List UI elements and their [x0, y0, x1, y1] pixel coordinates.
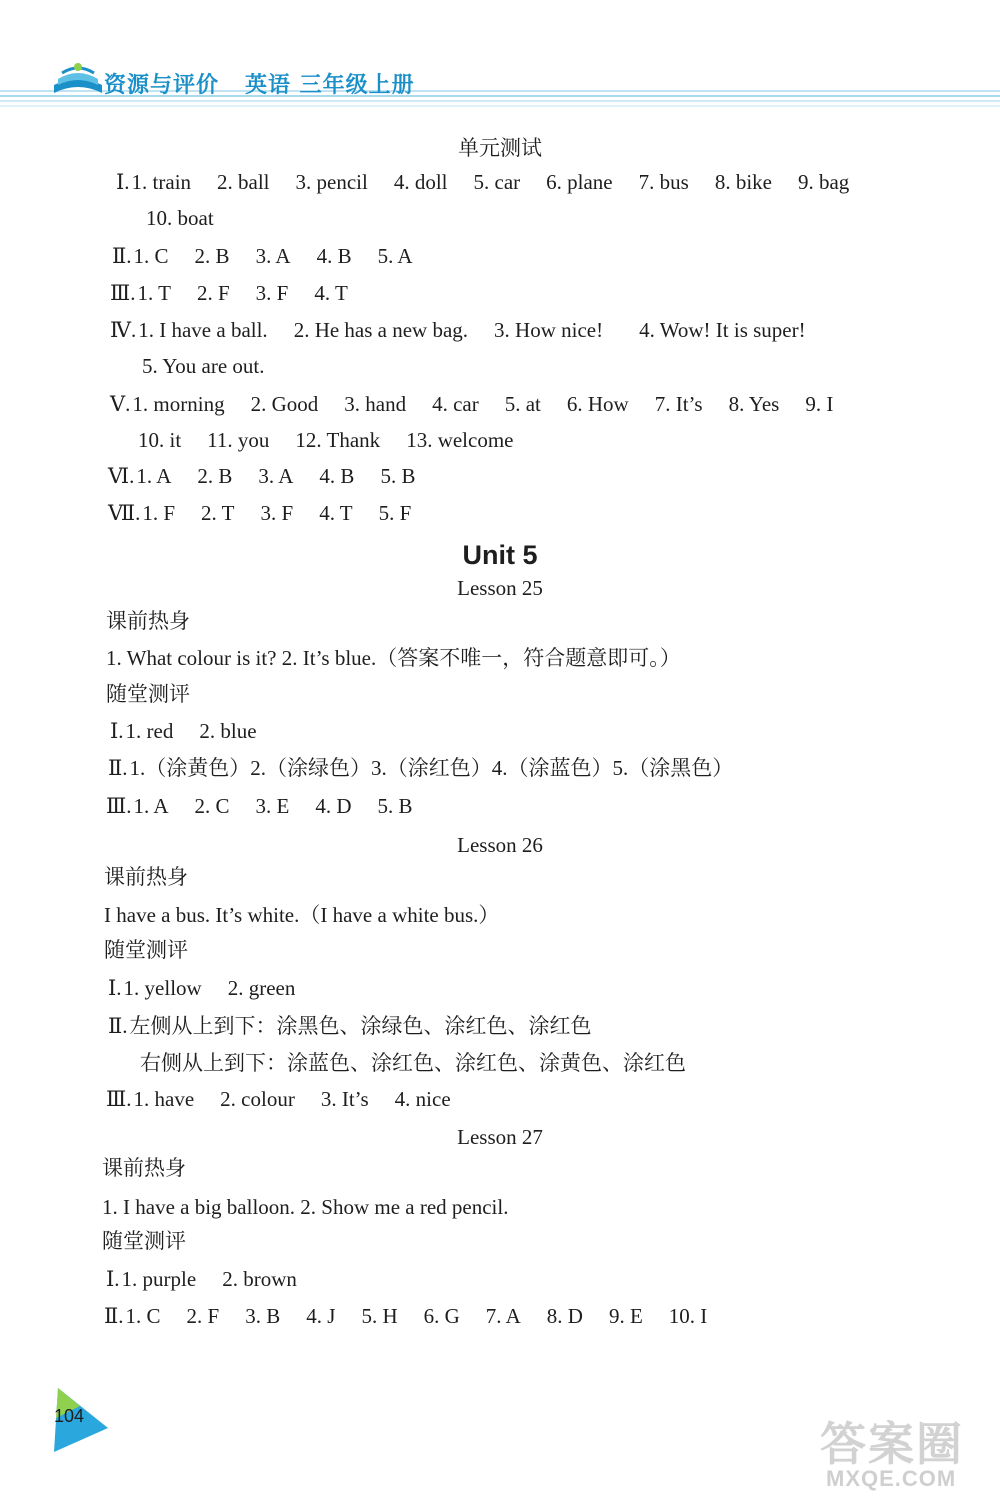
- subject-title: 英语 三年级上册: [245, 73, 415, 98]
- warmup-heading: 课前热身: [102, 1156, 186, 1180]
- answer-item: 2. F: [186, 1304, 220, 1328]
- answer-item: 3. pencil: [295, 170, 368, 194]
- answer-item: 2. B: [194, 244, 230, 268]
- answer-item: 3. F: [260, 501, 294, 525]
- section-label: Ⅰ.: [106, 1267, 120, 1291]
- answer-text: 1.（涂黄色）2.（涂绿色）3.（涂红色）4.（涂蓝色）5.（涂黑色）: [129, 756, 734, 780]
- answer-item: 2. brown: [222, 1267, 297, 1291]
- lesson25-line-1: [110, 721, 283, 742]
- section-label: Ⅵ.: [108, 464, 135, 488]
- warmup-heading: 课前热身: [106, 609, 190, 633]
- answer-item: 4. Wow! It is super!: [639, 318, 806, 342]
- answer-item: 2. C: [194, 794, 230, 818]
- answer-item: 4. nice: [394, 1087, 451, 1111]
- answer-item: 1. purple: [121, 1267, 197, 1291]
- answer-item: 4. T: [314, 281, 348, 305]
- answer-item: 3. F: [255, 281, 289, 305]
- answer-item: 5. at: [504, 392, 541, 416]
- answer-item: 2. green: [227, 976, 296, 1000]
- lesson26-line-2: [108, 1016, 618, 1037]
- answer-item: 7. A: [485, 1304, 521, 1328]
- answer-item: 6. G: [423, 1304, 460, 1328]
- page-number: 104: [54, 1406, 85, 1426]
- lesson26-line-1: [108, 978, 321, 999]
- answer-item: 9. bag: [797, 170, 850, 194]
- answer-item: 4. D: [315, 794, 352, 818]
- answer-item: 2. blue: [199, 719, 257, 743]
- answer-item: 3. B: [245, 1304, 281, 1328]
- answer-item: 5. A: [377, 244, 413, 268]
- lesson26-line-3: [140, 1053, 712, 1074]
- unit-test-section-1: [116, 172, 875, 193]
- unit-test-section-4-cont: [142, 356, 291, 377]
- unit-test-section-5-cont: [138, 430, 539, 451]
- answer-item: 9. I: [805, 392, 834, 416]
- answer-item: 8. D: [546, 1304, 583, 1328]
- section-label: Ⅱ.: [108, 756, 128, 780]
- answer-item: 4. T: [319, 501, 353, 525]
- answer-item: 1. F: [142, 501, 176, 525]
- section-label: Ⅲ.: [110, 281, 136, 305]
- answer-item: 1. C: [125, 1304, 161, 1328]
- warmup-text: I have a bus. It’s white.（I have a white bus.）: [104, 903, 500, 927]
- unit-test-section-1-cont: [146, 208, 240, 229]
- section-label: Ⅳ.: [110, 318, 137, 342]
- section-label: Ⅰ.: [108, 976, 122, 1000]
- answer-text: 左侧从上到下：涂黑色、涂绿色、涂红色、涂红色: [129, 1014, 592, 1038]
- lesson-title: Lesson 27: [457, 1125, 543, 1149]
- section-label: Ⅱ.: [108, 1014, 128, 1038]
- answer-item: 2. B: [197, 464, 233, 488]
- answer-item: 12. Thank: [295, 428, 381, 452]
- answer-item: 9. E: [608, 1304, 643, 1328]
- test-heading: 随堂测评: [106, 682, 190, 706]
- answer-item: 5. car: [473, 170, 521, 194]
- answer-item: 6. plane: [546, 170, 613, 194]
- answer-item: 4. car: [432, 392, 479, 416]
- answer-item: 10. boat: [146, 206, 214, 230]
- test-heading: 随堂测评: [102, 1229, 186, 1253]
- answer-item: 10. it: [138, 428, 182, 452]
- answer-item: 7. bus: [638, 170, 689, 194]
- answer-item: 5. F: [378, 501, 412, 525]
- answer-item: 7. It’s: [654, 392, 703, 416]
- answer-item: 5. B: [377, 794, 413, 818]
- answer-item: 5. H: [361, 1304, 398, 1328]
- unit-test-section-2: [112, 246, 439, 267]
- book-logo-icon: [50, 55, 106, 105]
- answer-item: 1. C: [133, 244, 169, 268]
- answer-item: 5. You are out.: [142, 354, 265, 378]
- answer-item: 3. E: [255, 794, 290, 818]
- unit-test-section-7: [108, 503, 437, 524]
- section-label: Ⅴ.: [110, 392, 131, 416]
- answer-item: 2. He has a new bag.: [293, 318, 469, 342]
- answer-item: 2. T: [201, 501, 235, 525]
- answer-item: 2. Good: [250, 392, 319, 416]
- section-label: Ⅶ.: [108, 501, 141, 525]
- lesson-title: Lesson 26: [457, 833, 543, 857]
- answer-item: 2. F: [196, 281, 230, 305]
- section-label: Ⅰ.: [110, 719, 124, 743]
- warmup-text: 1. I have a big balloon. 2. Show me a red pencil.: [102, 1195, 509, 1219]
- answer-item: 2. ball: [217, 170, 270, 194]
- watermark: 答案圈: [820, 1417, 964, 1471]
- answer-item: 11. you: [207, 428, 270, 452]
- unit-test-section-4: [110, 320, 832, 341]
- answer-item: 4. J: [306, 1304, 336, 1328]
- answer-item: 2. colour: [220, 1087, 295, 1111]
- warmup-heading: 课前热身: [104, 865, 188, 889]
- answer-item: 1. A: [133, 794, 169, 818]
- lesson26-line-4: [106, 1089, 477, 1110]
- answer-item: 1. morning: [132, 392, 225, 416]
- answer-item: 10. I: [668, 1304, 708, 1328]
- answer-item: 6. How: [566, 392, 629, 416]
- answer-item: 4. doll: [393, 170, 448, 194]
- lesson-title: Lesson 25: [457, 576, 543, 600]
- answer-item: 1. A: [136, 464, 172, 488]
- answer-item: 4. B: [319, 464, 355, 488]
- watermark-url: MXQE.COM: [826, 1466, 957, 1491]
- warmup-text: 1. What colour is it? 2. It’s blue.（答案不唯一，符合题意即可。）: [106, 646, 681, 670]
- section-label: Ⅲ.: [106, 1087, 132, 1111]
- answer-text: 右侧从上到下：涂蓝色、涂红色、涂红色、涂黄色、涂红色: [140, 1051, 686, 1075]
- answer-item: 8. bike: [714, 170, 772, 194]
- section-label: Ⅱ.: [112, 244, 132, 268]
- answer-item: 1. T: [137, 281, 171, 305]
- test-heading: 随堂测评: [104, 938, 188, 962]
- unit-title: Unit 5: [462, 540, 538, 570]
- unit-test-section-3: [110, 283, 374, 304]
- answer-item: 1. I have a ball.: [138, 318, 268, 342]
- section-label: Ⅲ.: [106, 794, 132, 818]
- answer-item: 13. welcome: [406, 428, 514, 452]
- answer-item: 1. train: [131, 170, 192, 194]
- lesson25-line-3: [106, 796, 439, 817]
- answer-item: 3. hand: [344, 392, 407, 416]
- lesson25-line-2: [108, 758, 759, 779]
- answer-item: 3. A: [258, 464, 294, 488]
- answer-item: 3. It’s: [320, 1087, 369, 1111]
- answer-item: 5. B: [380, 464, 416, 488]
- section-label: Ⅰ.: [116, 170, 130, 194]
- answer-item: 1. red: [125, 719, 174, 743]
- answer-item: 3. How nice!: [494, 318, 604, 342]
- header-title: [104, 68, 415, 99]
- lesson27-line-1: [106, 1269, 323, 1290]
- answer-item: 1. yellow: [123, 976, 202, 1000]
- answer-item: 1. have: [133, 1087, 195, 1111]
- lesson27-line-2: [104, 1306, 733, 1327]
- answer-item: 8. Yes: [728, 392, 780, 416]
- answer-item: 3. A: [255, 244, 291, 268]
- page-header: [0, 0, 1000, 120]
- section-label: Ⅱ.: [104, 1304, 124, 1328]
- unit-test-section-5: [110, 394, 859, 415]
- unit-test-section-6: [108, 466, 441, 487]
- answer-item: 4. B: [316, 244, 352, 268]
- book-title: 资源与评价: [104, 73, 220, 98]
- unit-test-title: 单元测试: [458, 136, 542, 160]
